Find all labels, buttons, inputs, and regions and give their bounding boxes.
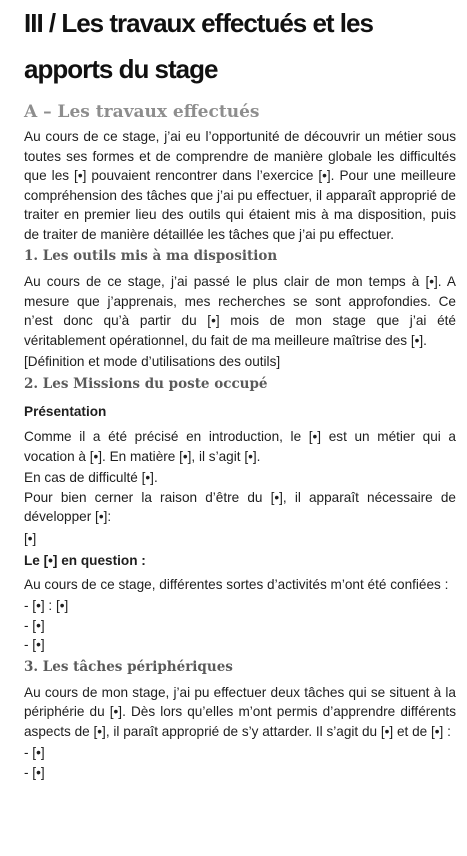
develop-paragraph: Pour bien cerner la raison d’être du [•], il apparaît nécessaire de développer [•]: bbox=[24, 489, 456, 524]
subsection-heading-missions: 2. Les Missions du poste occupé bbox=[24, 375, 268, 392]
tools-note: [Définition et mode d’utilisations des outils] bbox=[24, 354, 281, 369]
activities-paragraph: Au cours de ce stage, différentes sortes d’activités m’ont été confiées : bbox=[24, 576, 449, 592]
presentation-paragraph: Comme il a été précisé en introduction, le [•] est un métier qui a vocation à [•]. En matière [•], il s’agit [•]. bbox=[24, 429, 456, 464]
list-item: - [•] bbox=[24, 764, 45, 780]
list-item: - [•] bbox=[24, 637, 45, 652]
list-item: - [•] : [•] bbox=[24, 598, 69, 613]
presentation-label: Présentation bbox=[24, 403, 107, 419]
difficulty-line: En cas de difficulté [•]. bbox=[24, 470, 158, 485]
list-item: - [•] bbox=[24, 617, 45, 633]
subsection-heading-tools: 1. Les outils mis à ma disposition bbox=[24, 248, 278, 264]
tools-paragraph: Au cours de ce stage, j’ai passé le plus clair de mon temps à [•]. A mesure que j’apprenais, mes recherches se sont approfondies. Ce n’est donc qu’à partir du [•] mois de mon stage que j’ai été véritablement opérationnel, du fait de ma meilleure maîtrise des [•]. bbox=[24, 274, 456, 348]
peripheral-paragraph: Au cours de mon stage, j’ai pu effectuer deux tâches qui se situent à la périphérie du [•]. Dès lors qu’elles m’ont permis d’apprendre différents aspects de [•], il paraît approprié de s’y attarder. Il s’agit du [•] et de [•] : bbox=[24, 684, 456, 739]
section-heading-a: A – Les travaux effectués bbox=[24, 102, 260, 122]
question-label: Le [•] en question : bbox=[24, 553, 146, 568]
page-title: III / Les travaux effectués et les apports du stage bbox=[24, 8, 373, 84]
list-item: - [•] bbox=[24, 745, 45, 760]
section-a-intro: Au cours de ce stage, j’ai eu l’opportunité de découvrir un métier sous toutes ses formes et de comprendre de manière globale les difficultés que les [•] pouvaient rencontrer dans l’exercice [•]. Pour une meilleure compréhension des tâches que j’ai pu effectuer, il apparaît approprié de traiter en premier lieu des outils qui étaient mis à ma disposition, puis de traiter de manière détaillée les tâches que j’ai pu effectuer. bbox=[24, 129, 456, 242]
placeholder-line: [•] bbox=[24, 530, 37, 546]
subsection-heading-peripheral: 3. Les tâches périphériques bbox=[24, 658, 233, 675]
